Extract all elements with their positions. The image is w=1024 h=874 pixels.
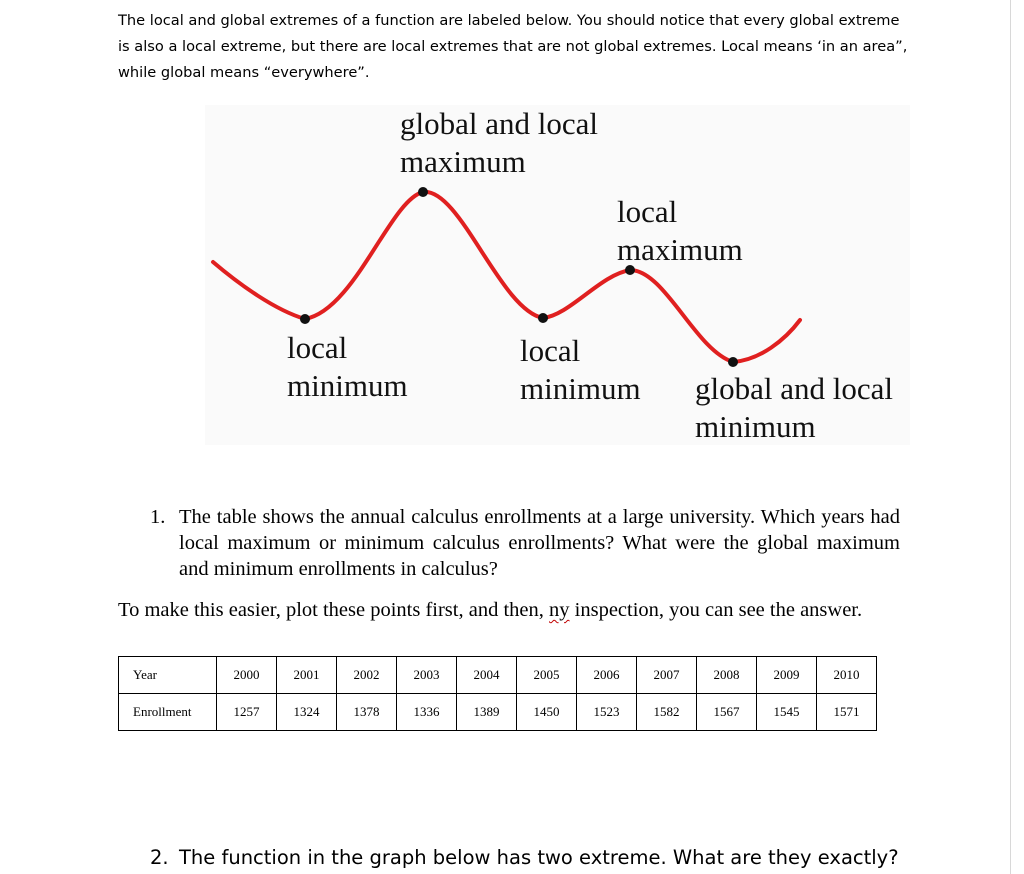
year-cell: 2005 — [517, 657, 577, 694]
year-cell: 2002 — [337, 657, 397, 694]
label-line: minimum — [520, 371, 641, 406]
label-line: maximum — [400, 144, 526, 179]
label-local-minimum-2 — [520, 332, 641, 408]
enrollment-cell: 1523 — [577, 694, 637, 731]
row-header-enrollment: Enrollment — [119, 694, 217, 731]
question-text: The table shows the annual calculus enrollments at a large university. Which years had local maximum or minimum calculus enrollments? What were the global maximum and minimum enrollments in calculus? — [179, 506, 900, 580]
local-minimum-point-2 — [538, 313, 548, 323]
global-minimum-point — [728, 357, 738, 367]
year-cell: 2003 — [397, 657, 457, 694]
label-global-local-minimum — [695, 370, 893, 446]
intro-paragraph: The local and global extremes of a function are labeled below. You should notice that every global extreme is also a local extreme, but there are local extremes that are not global extremes. Local means ‘in an area”, while global means “everywhere”. — [118, 12, 908, 81]
label-line: maximum — [617, 232, 743, 267]
label-line: minimum — [287, 368, 408, 403]
year-cell: 2006 — [577, 657, 637, 694]
year-cell: 2010 — [817, 657, 877, 694]
enrollment-cell: 1571 — [817, 694, 877, 731]
year-cell: 2001 — [277, 657, 337, 694]
label-line: minimum — [695, 409, 816, 444]
table-row-years — [119, 657, 877, 694]
question-number: 2. — [150, 846, 169, 869]
enrollment-cell: 1450 — [517, 694, 577, 731]
spelling-error-word[interactable]: ny — [549, 599, 570, 621]
local-minimum-point-1 — [300, 314, 310, 324]
question-number: 1. — [150, 506, 166, 528]
instruction-text-start: To make this easier, plot these points first, and then, — [118, 599, 550, 621]
enrollment-table — [118, 656, 877, 731]
label-local-minimum-1 — [287, 329, 408, 405]
enrollment-cell: 1389 — [457, 694, 517, 731]
enrollment-cell: 1378 — [337, 694, 397, 731]
enrollment-cell: 1582 — [637, 694, 697, 731]
enrollment-cell: 1545 — [757, 694, 817, 731]
label-line: global and local — [400, 106, 598, 141]
year-cell: 2004 — [457, 657, 517, 694]
year-cell: 2008 — [697, 657, 757, 694]
label-line: local — [287, 330, 348, 365]
question-2 — [150, 845, 899, 871]
label-global-local-maximum — [400, 105, 598, 181]
instruction-text-end: inspection, you can see the answer. — [569, 599, 863, 621]
question-text: The function in the graph below has two extreme. What are they exactly? — [179, 846, 899, 869]
year-cell: 2000 — [217, 657, 277, 694]
label-line: local — [520, 333, 581, 368]
enrollment-cell: 1567 — [697, 694, 757, 731]
year-cell: 2009 — [757, 657, 817, 694]
extrema-figure — [205, 105, 910, 445]
table-row-enrollments — [119, 694, 877, 731]
label-local-maximum — [617, 193, 743, 269]
label-line: global and local — [695, 371, 893, 406]
year-cell: 2007 — [637, 657, 697, 694]
instruction-paragraph — [118, 597, 900, 623]
enrollment-cell: 1336 — [397, 694, 457, 731]
enrollment-cell: 1257 — [217, 694, 277, 731]
enrollment-cell: 1324 — [277, 694, 337, 731]
global-maximum-point — [418, 187, 428, 197]
question-1 — [150, 504, 900, 582]
row-header-year: Year — [119, 657, 217, 694]
label-line: local — [617, 194, 678, 229]
